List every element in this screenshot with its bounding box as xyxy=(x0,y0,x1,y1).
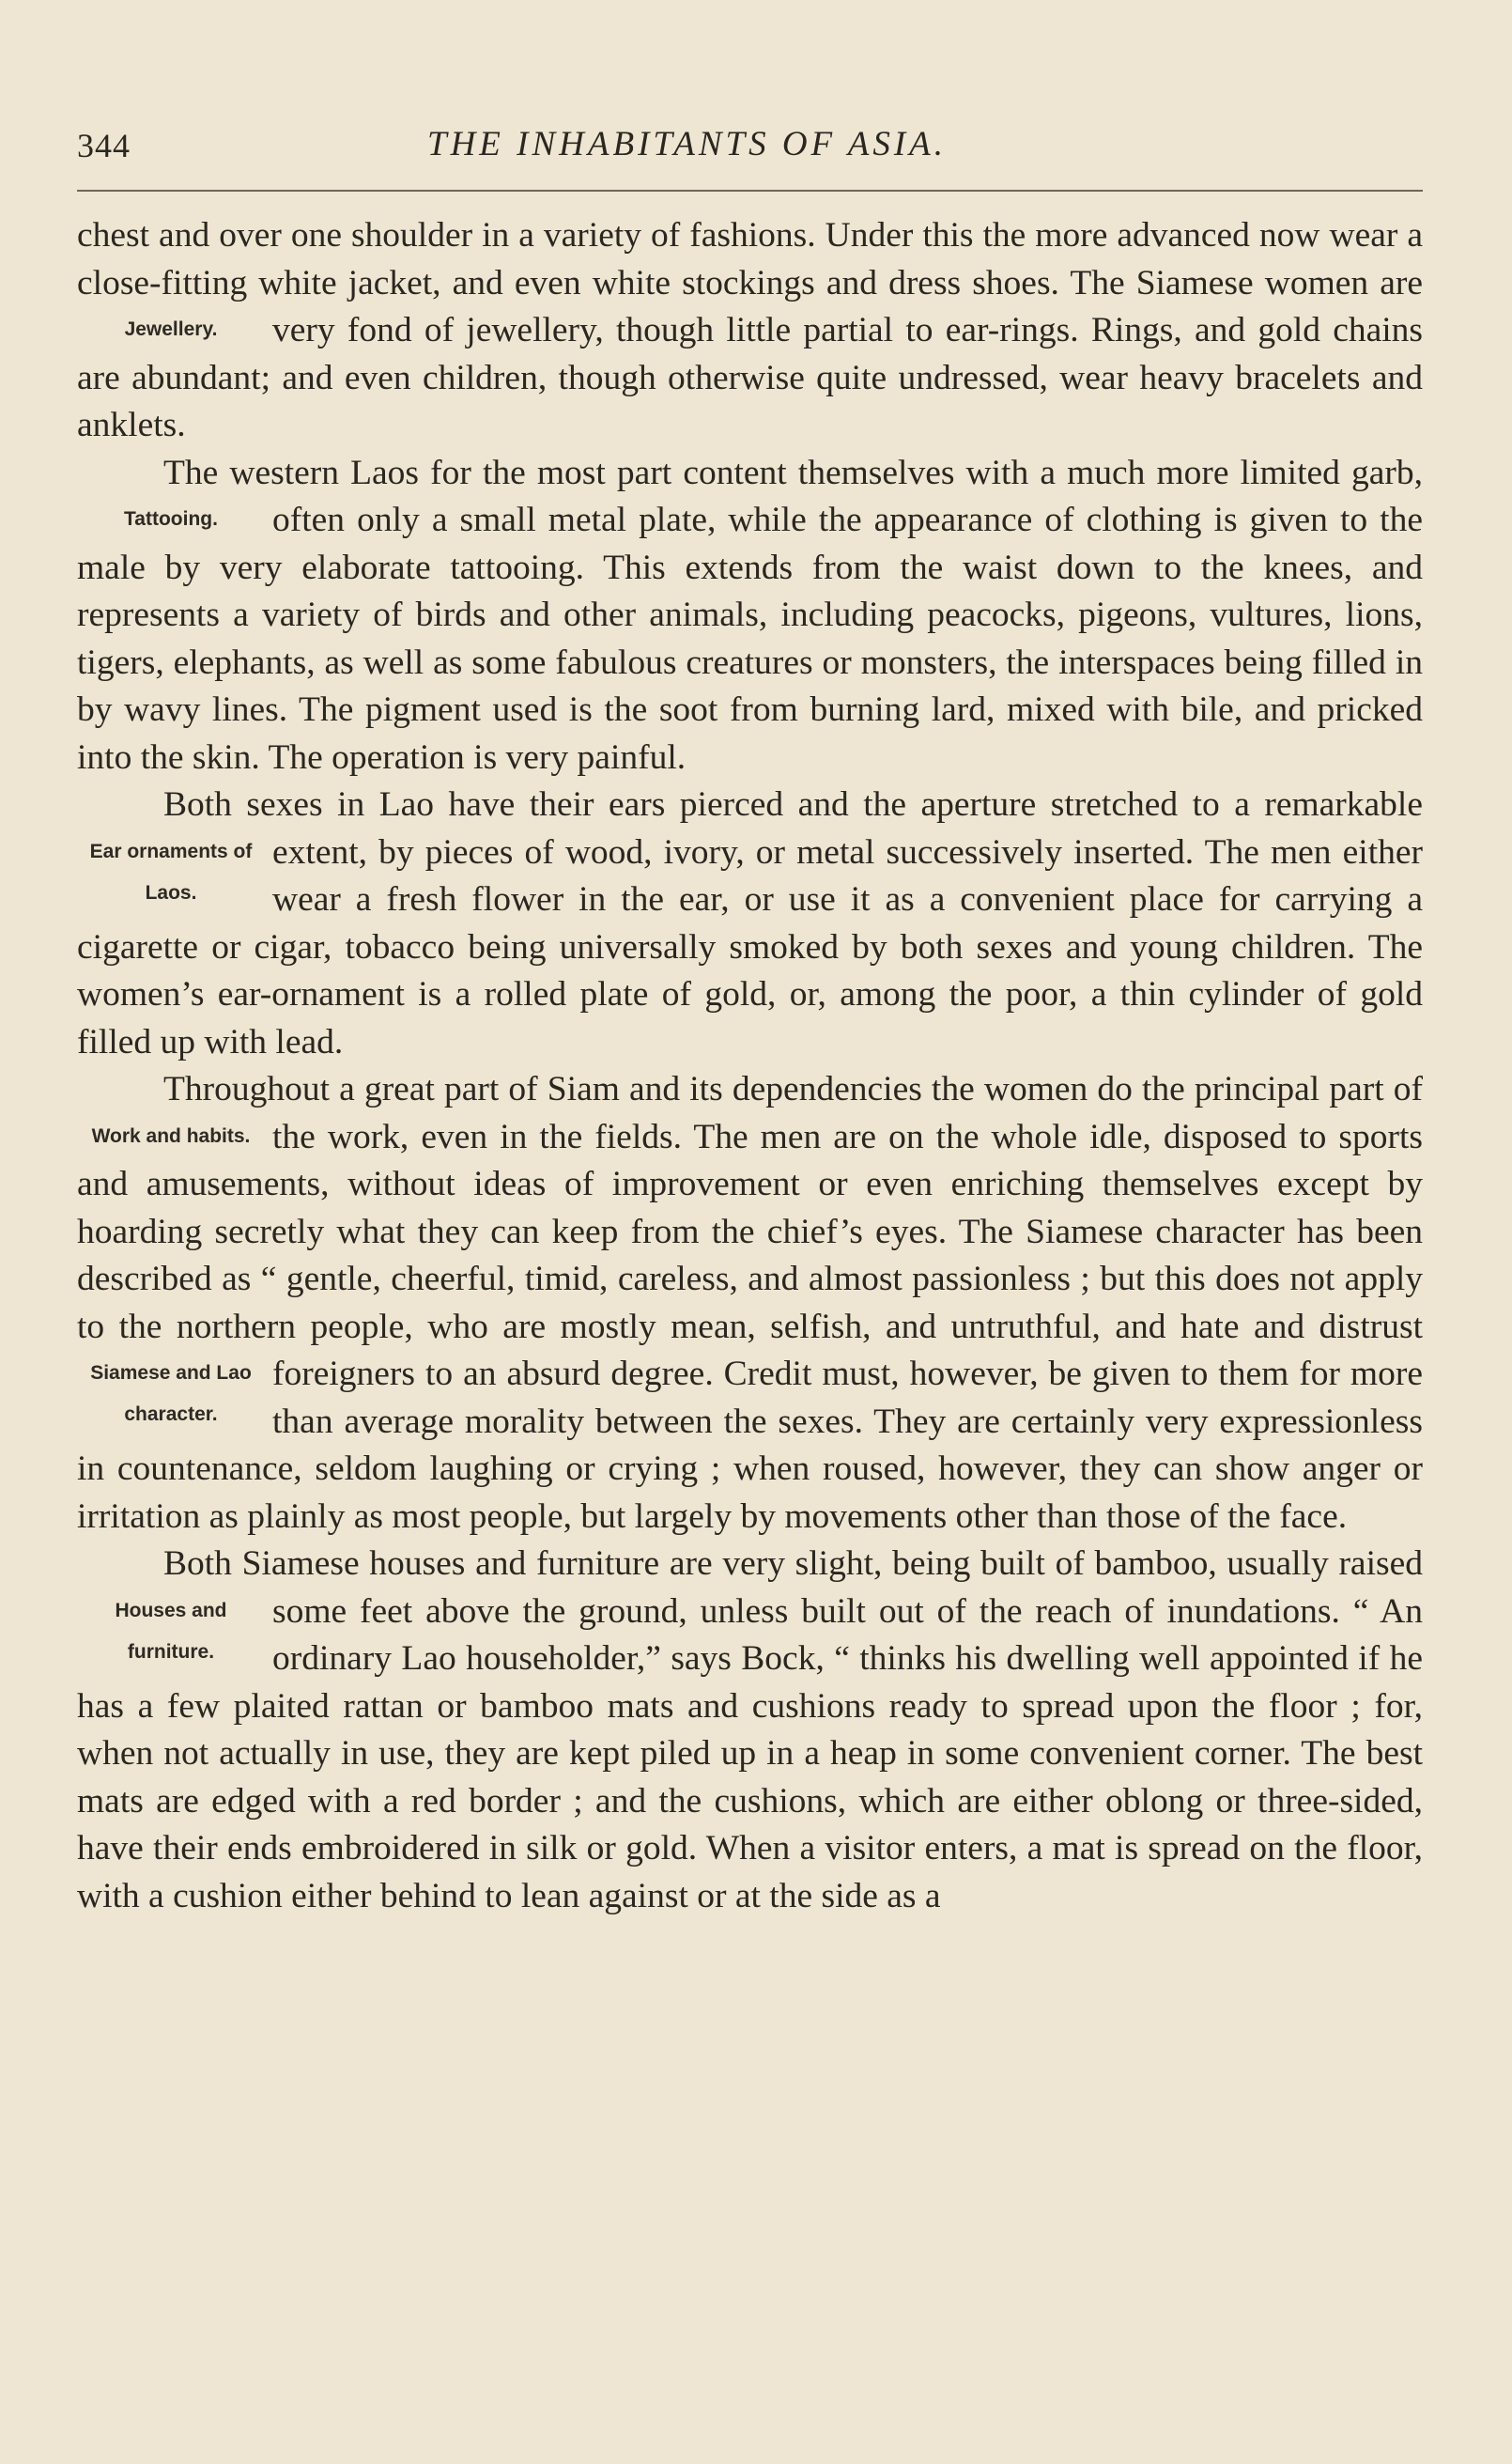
paragraph-tattooing xyxy=(77,450,1423,783)
paragraph-text: of clothing is given to the male by very elaborate tattooing. This extends from the waist down to the knees, and represents a variety of birds and other animals, including peacocks, pigeons, vultures, lions, tigers, elephants, as well as some fabulous creatures or monsters, the interspaces being filled in by wavy lines. The pigment used is the soot from burning lard, mixed with bile, and pricked into the skin. The operation is very painful. xyxy=(77,501,1423,777)
sidenote-tattooing: Tattooing. xyxy=(124,508,218,530)
paragraph-work-habits xyxy=(77,1066,1423,1541)
page-header xyxy=(0,120,1512,177)
paragraph-text: Both sexes in Lao have their ears pierced and the aperture stretched to a remarkable extent, by pieces of wood, ivory, or metal successively xyxy=(163,785,1423,872)
sidenote-ear-ornaments: Ear ornaments of Laos. xyxy=(89,840,253,904)
running-head: THE INHABITANTS OF ASIA. xyxy=(427,125,948,163)
header-rule xyxy=(77,190,1423,192)
paragraph-text: chest and over one shoulder in a variety of fashions. Under this the more advanced now wear a close-fitting white jacket, and even white stockings and dress shoes. The Siamese women are very fond of jewellery, xyxy=(77,216,1423,349)
paragraph-jewellery xyxy=(77,212,1423,450)
paragraph-text: Both Siamese houses and furniture are very slight, being built of bamboo, usually raised some feet above the ground, unless built out of xyxy=(163,1544,1423,1631)
paragraph-text: whole idle, disposed to sports and amusements, without ideas of improvement or even enriching themselves except by hoarding secretly what they can keep from the chief’s eyes. The Siamese character has been described as “ gentle, cheerful, timid, careless, and almost passionless ; but this does not apply to the northern people, who are mostly mean, selfish, and untruthful, and hate and distrust foreigners to an absurd degree. Credit must, however, be given to them for more xyxy=(77,1117,1424,1393)
body-text xyxy=(77,212,1423,1920)
paragraph-ear-ornaments xyxy=(77,782,1423,1066)
paragraph-houses xyxy=(77,1541,1423,1920)
paragraph-text: the reach of inundations. “ An ordinary Lao householder,” says Bock, “ thinks his dwelling well appointed if he has a few plaited rattan or bamboo mats and cushions ready to spread upon the floor ; for, when not actually in use, they are kept piled up in a heap in some convenient corner. The best mats are edged with a red border ; and the cushions, which are either oblong or three-sided, have their ends embroidered in silk or gold. When a visitor enters, a mat is spread on the floor, with a cushion either behind to lean against or at the side as a xyxy=(77,1591,1424,1915)
paragraph-text: Throughout a great part of Siam and its dependencies the women do the principal part of the work, even in the fields. The men are on the xyxy=(163,1070,1423,1156)
page-number: 344 xyxy=(77,127,131,164)
sidenote-siamese-lao-character: Siamese and Lao character. xyxy=(90,1362,252,1425)
paragraph-text: though little partial to ear-rings. Rings, and gold chains are abundant; and even children, though otherwise quite undressed, wear heavy bracelets and anklets. xyxy=(77,311,1424,444)
paragraph-text: inserted. The men either wear a fresh flower in the ear, or use it as a convenient place for carrying a cigarette or cigar, tobacco being universally smoked by both sexes and young children. The women’s ear-ornament is a rolled plate of gold, or, among the poor, a thin cylinder of gold filled up with lead. xyxy=(77,832,1424,1062)
paragraph-text: The western Laos for the most part content themselves with a much more limited garb, often only a small metal plate, while the appearance xyxy=(163,453,1423,539)
sidenote-jewellery: Jewellery. xyxy=(124,318,218,340)
paragraph-text: than average morality between the sexes. They are certainly very expressionless in countenance, seldom laughing or crying ; when roused, however, they can show anger or irritation as plainly as most people, but largely by movements other than those of the face. xyxy=(77,1402,1423,1536)
sidenote-houses-furniture: Houses and furniture. xyxy=(115,1599,227,1663)
sidenote-work-habits: Work and habits. xyxy=(91,1124,251,1147)
